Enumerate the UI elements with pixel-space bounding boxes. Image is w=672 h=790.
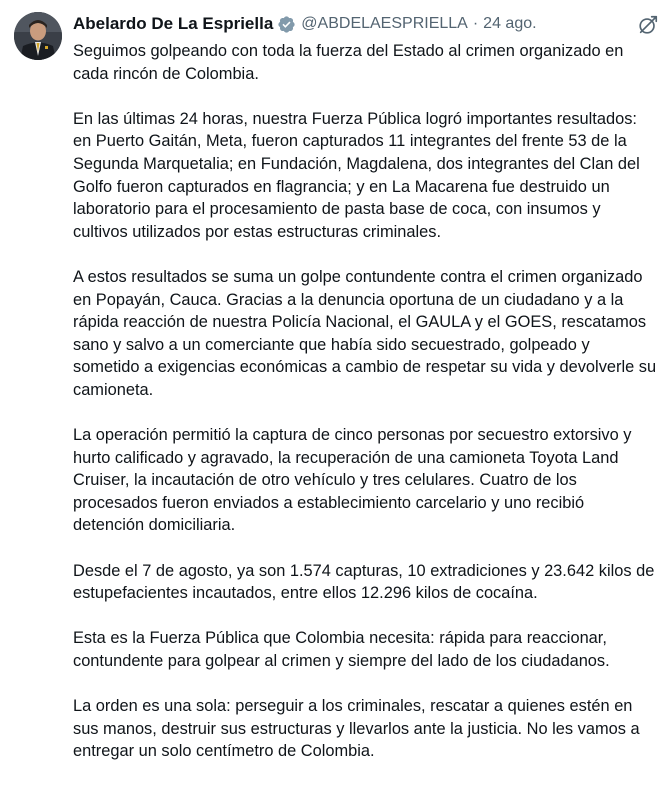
tweet-paragraph: La orden es una sola: perseguir a los criminales, rescatar a quienes estén en sus manos, destruir sus estructuras y llevarlos ante la justicia. No les vamos a entregar un solo centímetro de Colombia. — [73, 697, 640, 761]
tweet-paragraph: A estos resultados se suma un golpe contundente contra el crimen organizado en Popayán, Cauca. Gracias a la denuncia oportuna de un ciudadano y a la rápida reacción de nuestra Policía Nacional, el GAULA y el GOES, rescatamos sano y salvo a un comerciante que había sido secuestrado, golpeado y sometido a exigencias económicas a cambio de respetar su vida y devolverle su camioneta. — [73, 267, 657, 399]
tweet-paragraph: En las últimas 24 horas, nuestra Fuerza Pública logró importantes resultados: en Puerto Gaitán, Meta, fueron capturados 11 integrantes del frente 53 de la Segunda Marquetalia; en Fundación, Magdalena, dos integrantes del Clan del Golfo fueron capturados en flagrancia; y en La Macarena fue destruido un laboratorio para el procesamiento de pasta base de coca, con insumos y cultivos utilizados por estas estructuras criminales. — [73, 109, 640, 241]
tweet-paragraph: Esta es la Fuerza Pública que Colombia necesita: rápida para reaccionar, contundente para golpear al crimen y siempre del lado de los ciudadanos. — [73, 629, 610, 671]
tweet-date[interactable]: 24 ago. — [483, 15, 537, 32]
separator-dot: · — [472, 15, 479, 32]
tweet-paragraph: Seguimos golpeando con toda la fuerza del Estado al crimen organizado en cada rincón de Colombia. — [73, 42, 624, 83]
grok-icon[interactable] — [637, 14, 659, 36]
tweet-paragraph: Desde el 7 de agosto, ya son 1.574 capturas, 10 extradiciones y 23.642 kilos de estupefacientes incautados, entre ellos 12.296 kilos de cocaína. — [73, 561, 655, 603]
author-name[interactable]: Abelardo De La Espriella — [73, 14, 274, 33]
tweet-paragraph: La operación permitió la captura de cinco personas por secuestro extorsivo y hurto calificado y agravado, la recuperación de una camioneta Toyota Land Cruiser, la incautación de otro vehículo y tres celulares. Cuatro de los procesados fueron enviados a establecimiento carcelario y uno recibió detención domiciliaria. — [73, 426, 632, 535]
author-handle[interactable]: @ABDELAESPRIELLA — [301, 15, 468, 32]
tweet-header — [73, 12, 659, 36]
avatar[interactable] — [14, 12, 62, 60]
verified-badge-icon[interactable] — [277, 15, 296, 34]
tweet-text — [73, 40, 659, 763]
avatar-image — [14, 12, 62, 60]
tweet-content — [73, 12, 659, 786]
